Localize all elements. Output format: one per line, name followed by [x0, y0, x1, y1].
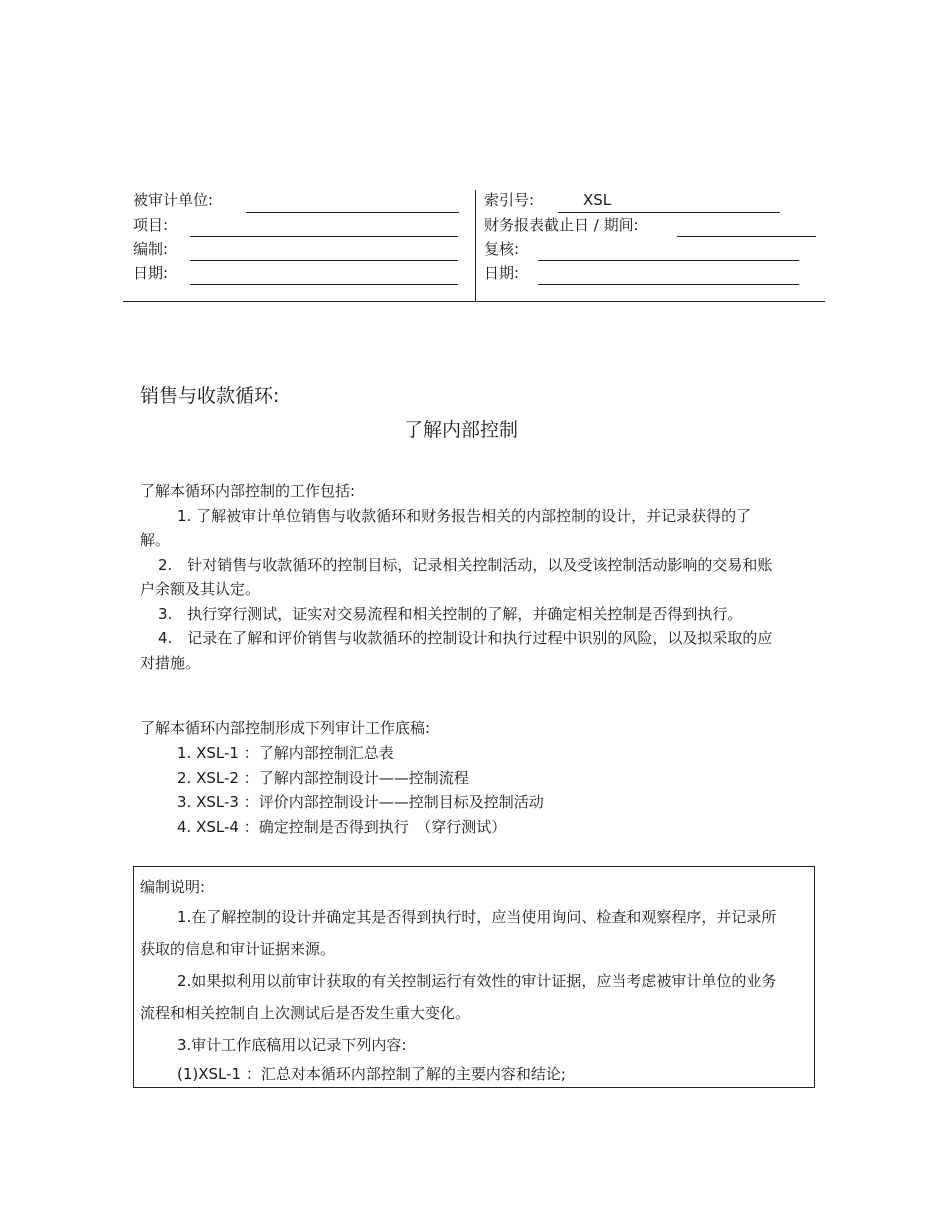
- section-title: 销售与收款循环:: [140, 385, 280, 407]
- preparer-field[interactable]: [190, 260, 458, 261]
- workpaper-item: 4. XSL-4 ：确定控制是否得到执行 （穿行测试）: [177, 817, 507, 836]
- date-field-right[interactable]: [538, 284, 799, 285]
- notes-item: (1)XSL-1 ：汇总对本循环内部控制了解的主要内容和结论;: [177, 1065, 566, 1083]
- workpaper-item: 1. XSL-1 ：了解内部控制汇总表: [177, 744, 394, 762]
- period-field[interactable]: [677, 236, 816, 237]
- notes-item: 1.在了解控制的设计并确定其是否得到执行时，应当使用询问、检查和观察程序，并记录所获取的信息和审计证据来源。: [140, 908, 777, 958]
- workpaper-item: 2. XSL-2 ：了解内部控制设计——控制流程: [177, 768, 469, 787]
- date-field-left[interactable]: [190, 284, 458, 285]
- intro-section: [140, 479, 780, 675]
- header-bottom-rule: [123, 301, 825, 302]
- project-label: 项目:: [133, 216, 169, 234]
- intro-item: 3. 执行穿行测试，证实对交易流程和相关控制的了解，并确定相关控制是否得到执行。: [158, 604, 743, 623]
- date-label-left: 日期:: [133, 264, 169, 282]
- index-field[interactable]: [558, 212, 780, 213]
- reviewer-label: 复核:: [484, 240, 520, 258]
- intro-item: 1. 了解被审计单位销售与收款循环和财务报告相关的内部控制的设计，并记录获得的了解。: [140, 506, 752, 549]
- project-field[interactable]: [190, 236, 458, 237]
- intro-item: 2. 针对销售与收款循环的控制目标，记录相关控制活动，以及受该控制活动影响的交易和账户余额及其认定。: [140, 555, 773, 598]
- notes-item: 2.如果拟利用以前审计获取的有关控制运行有效性的审计证据，应当考虑被审计单位的业务流程和相关控制自上次测试后是否发生重大变化。: [140, 972, 777, 1022]
- workpaper-list: [177, 741, 544, 839]
- document-title: 了解内部控制: [404, 419, 519, 441]
- intro-item: 4. 记录在了解和评价销售与收款循环的控制设计和执行过程中识别的风险，以及拟采取的应对措施。: [140, 629, 773, 672]
- workpapers-lead: 了解本循环内部控制形成下列审计工作底稿:: [140, 719, 431, 737]
- intro-lead: 了解本循环内部控制的工作包括:: [140, 482, 356, 500]
- index-value: XSL: [583, 191, 612, 209]
- workpaper-item: 3. XSL-3 ：评价内部控制设计——控制目标及控制活动: [177, 793, 544, 811]
- header-divider-vertical: [475, 190, 476, 302]
- auditee-label: 被审计单位:: [133, 191, 214, 209]
- notes-item: 3.审计工作底稿用以记录下列内容:: [177, 1036, 407, 1054]
- period-label: 财务报表截止日 / 期间:: [484, 216, 639, 234]
- notes-title: 编制说明:: [140, 878, 206, 896]
- preparer-label: 编制:: [133, 240, 169, 258]
- index-label: 索引号:: [484, 191, 535, 209]
- date-label-right: 日期:: [484, 264, 520, 282]
- reviewer-field[interactable]: [538, 260, 799, 261]
- preparation-notes-box: [133, 866, 815, 1088]
- auditee-field[interactable]: [246, 212, 459, 213]
